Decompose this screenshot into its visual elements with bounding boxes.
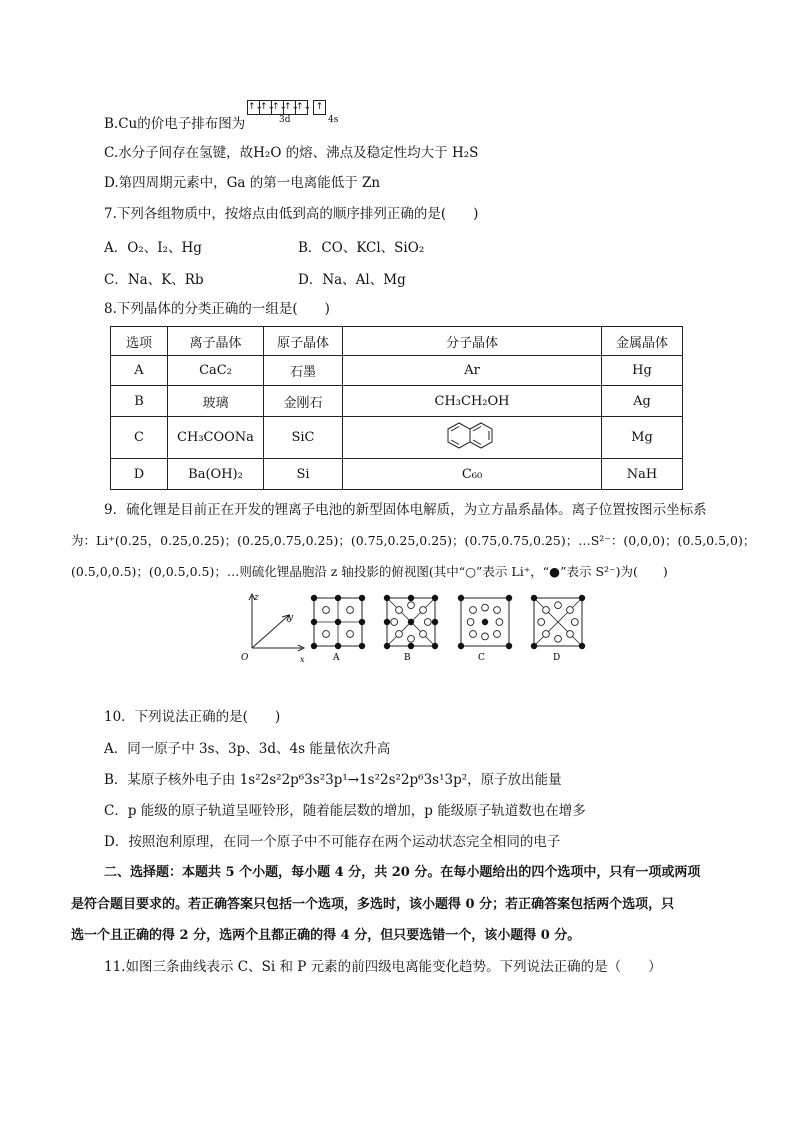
table-cell: CaC₂ xyxy=(168,356,264,386)
sulfide-ion-dot xyxy=(408,619,414,625)
sulfide-ion-dot xyxy=(359,595,365,601)
axis-label-z: z xyxy=(254,593,259,603)
q6-option-b: B.Cu的价电子排布图为 xyxy=(104,116,246,132)
lithium-ion-circle xyxy=(543,631,550,638)
orbital-label-3d: 3d xyxy=(279,115,291,125)
orbital-box: ↑↓ xyxy=(259,100,272,115)
section2-line-3: 选一个且正确的得 2 分，选两个且都正确的得 4 分，但只要选错一个，该小题得 0 分。 xyxy=(71,928,581,943)
lithium-ion-circle xyxy=(408,635,415,642)
q7-option-a: A．O₂、I₂、Hg xyxy=(104,240,202,256)
table-cell: A xyxy=(111,356,168,386)
q11-stem: 11.如图三条曲线表示 C、Si 和 P 元素的前四级电离能变化趋势。下列说法正确的是（ ） xyxy=(104,959,662,975)
lithium-ion-circle xyxy=(323,631,330,638)
sulfide-ion-dot xyxy=(335,595,341,601)
lithium-ion-circle xyxy=(347,607,354,614)
lithium-ion-circle xyxy=(408,602,415,609)
orbital-box: ↑ xyxy=(313,100,326,115)
sulfide-ion-dot xyxy=(359,643,365,649)
section2-line-1: 二、选择题：本题共 5 个小题，每小题 4 分，共 20 分。在每小题给出的四个选项中，只有一项或两项 xyxy=(104,865,701,880)
q7-option-b: B．CO、KCl、SiO₂ xyxy=(298,240,425,256)
orbital-box: ↑↓ xyxy=(283,100,296,115)
sulfide-ion-dot xyxy=(384,619,390,625)
sulfide-ion-dot xyxy=(432,619,438,625)
option-label-d: D xyxy=(553,653,561,663)
sulfide-ion-dot xyxy=(335,643,341,649)
lithium-ion-circle xyxy=(555,602,562,609)
orbital-box: ↑↓ xyxy=(247,100,260,115)
sulfide-ion-dot xyxy=(408,643,414,649)
cu-orbital-diagram xyxy=(247,97,325,115)
axis-label-o: O xyxy=(241,653,249,663)
table-header: 离子晶体 xyxy=(168,327,264,356)
section2-line-2: 是符合题目要求的。若正确答案只包括一个选项，多选时，该小题得 0 分；若正确答案包括两个选项，只 xyxy=(71,897,675,912)
naphthalene-structure xyxy=(343,417,602,459)
axis-label-x: x xyxy=(300,655,305,664)
lithium-ion-circle xyxy=(496,619,503,626)
lithium-ion-circle xyxy=(391,619,398,626)
table-cell: Ag xyxy=(602,386,683,417)
orbital-label-4s: 4s xyxy=(328,115,339,125)
sulfide-ion-dot xyxy=(384,643,390,649)
sulfide-ion-dot xyxy=(408,595,414,601)
q7-stem: 7.下列各组物质中，按熔点由低到高的顺序排列正确的是( ) xyxy=(104,206,479,222)
q10-option-a: A．同一原子中 3s、3p、3d、4s 能量依次升高 xyxy=(104,741,391,757)
q10-option-b: B．某原子核外电子由 1s²2s²2p⁶3s²3p¹→1s²2s²2p⁶3s¹3p²，原子放出能量 xyxy=(104,772,562,788)
naphthalene-icon xyxy=(440,421,504,451)
table-header: 原子晶体 xyxy=(264,327,343,356)
lithium-ion-circle xyxy=(323,607,330,614)
q7-option-d: D．Na、Al、Mg xyxy=(298,272,406,288)
table-cell: 石墨 xyxy=(264,356,343,386)
sulfide-ion-dot xyxy=(531,643,537,649)
lithium-ion-circle xyxy=(494,607,501,614)
table-header: 选项 xyxy=(111,327,168,356)
sulfide-ion-dot xyxy=(384,595,390,601)
sulfide-ion-dot xyxy=(458,595,464,601)
q10-option-c: C．p 能级的原子轨道呈哑铃形，随着能层数的增加，p 能级原子轨道数也在增多 xyxy=(104,803,586,819)
table-cell: SiC xyxy=(264,417,343,459)
q10-stem: 10．下列说法正确的是( ) xyxy=(104,709,281,725)
sulfide-ion-dot xyxy=(432,595,438,601)
sulfide-ion-dot xyxy=(506,643,512,649)
lithium-ion-circle xyxy=(467,619,474,626)
option-label-c: C xyxy=(478,653,485,663)
q6-option-c: C.水分子间存在氢键，故H₂O 的熔、沸点及稳定性均大于 H₂S xyxy=(104,145,479,161)
q9-figure xyxy=(230,590,590,670)
lithium-ion-circle xyxy=(347,631,354,638)
lithium-ion-circle xyxy=(555,635,562,642)
lithium-ion-circle xyxy=(571,619,578,626)
sulfide-ion-dot xyxy=(335,619,341,625)
table-cell: Mg xyxy=(602,417,683,459)
q9-line-2: 为：Li⁺(0.25，0.25,0.25)；(0.25,0.75,0.25)；(0.75,0.25,0.25)；(0.75,0.75,0.25)；…S²⁻：(0,0,0)；(0.5,0.5,0)； xyxy=(71,533,756,548)
lithium-ion-circle xyxy=(396,607,403,614)
table-header: 金属晶体 xyxy=(602,327,683,356)
lithium-ion-circle xyxy=(424,619,431,626)
lithium-ion-circle xyxy=(396,631,403,638)
table-cell: C xyxy=(111,417,168,459)
sulfide-ion-dot xyxy=(579,643,585,649)
sulfide-ion-dot xyxy=(311,595,317,601)
table-cell: CH₃CH₂OH xyxy=(343,386,602,417)
lithium-ion-circle xyxy=(567,631,574,638)
q6-option-d: D.第四周期元素中，Ga 的第一电离能低于 Zn xyxy=(104,175,381,191)
q8-stem: 8.下列晶体的分类正确的一组是( ) xyxy=(104,301,330,317)
sulfide-ion-dot xyxy=(359,619,365,625)
axis-label-y: y xyxy=(288,613,294,623)
q9-line-1: 9．硫化锂是目前正在开发的锂离子电池的新型固体电解质，为立方晶系晶体。离子位置按图示坐标系 xyxy=(104,502,707,518)
lithium-ion-circle xyxy=(494,631,501,638)
table-cell: C₆₀ xyxy=(343,459,602,490)
sulfide-ion-dot xyxy=(432,643,438,649)
sulfide-ion-dot xyxy=(458,643,464,649)
orbital-box: ↑↓ xyxy=(271,100,284,115)
table-header: 分子晶体 xyxy=(343,327,602,356)
table-cell: CH₃COONa xyxy=(168,417,264,459)
lithium-ion-circle xyxy=(470,631,477,638)
q7-option-c: C．Na、K、Rb xyxy=(104,272,204,288)
table-cell: 玻璃 xyxy=(168,386,264,417)
table-cell: Ba(OH)₂ xyxy=(168,459,264,490)
table-cell: 金刚石 xyxy=(264,386,343,417)
table-cell: B xyxy=(111,386,168,417)
lithium-ion-circle xyxy=(482,633,489,640)
crystal-classification-table xyxy=(110,326,683,490)
table-cell: NaH xyxy=(602,459,683,490)
lithium-ion-circle xyxy=(567,607,574,614)
sulfide-ion-dot xyxy=(311,619,317,625)
option-label-a: A xyxy=(333,653,340,663)
lithium-ion-circle xyxy=(420,631,427,638)
lithium-ion-circle xyxy=(420,607,427,614)
sulfide-ion-dot xyxy=(531,595,537,601)
sulfide-ion-dot xyxy=(311,643,317,649)
q9-line-3: (0.5,0,0.5)；(0,0.5,0.5)；…则硫化锂晶胞沿 z 轴投影的俯视图(其中“○”表示 Li⁺，“●”表示 S²⁻)为( ) xyxy=(71,564,668,579)
lithium-ion-circle xyxy=(543,607,550,614)
table-cell: Si xyxy=(264,459,343,490)
table-cell: Hg xyxy=(602,356,683,386)
lithium-ion-circle xyxy=(538,619,545,626)
lithium-ion-circle xyxy=(482,604,489,611)
table-cell: D xyxy=(111,459,168,490)
sulfide-ion-dot xyxy=(579,595,585,601)
option-label-b: B xyxy=(404,653,411,663)
table-cell: Ar xyxy=(343,356,602,386)
orbital-box: ↑↓ xyxy=(295,100,308,115)
lithium-ion-circle xyxy=(470,607,477,614)
sulfide-ion-dot xyxy=(506,595,512,601)
q10-option-d: D．按照泡利原理，在同一个原子中不可能存在两个运动状态完全相同的电子 xyxy=(104,834,561,850)
sulfide-ion-dot xyxy=(482,619,488,625)
